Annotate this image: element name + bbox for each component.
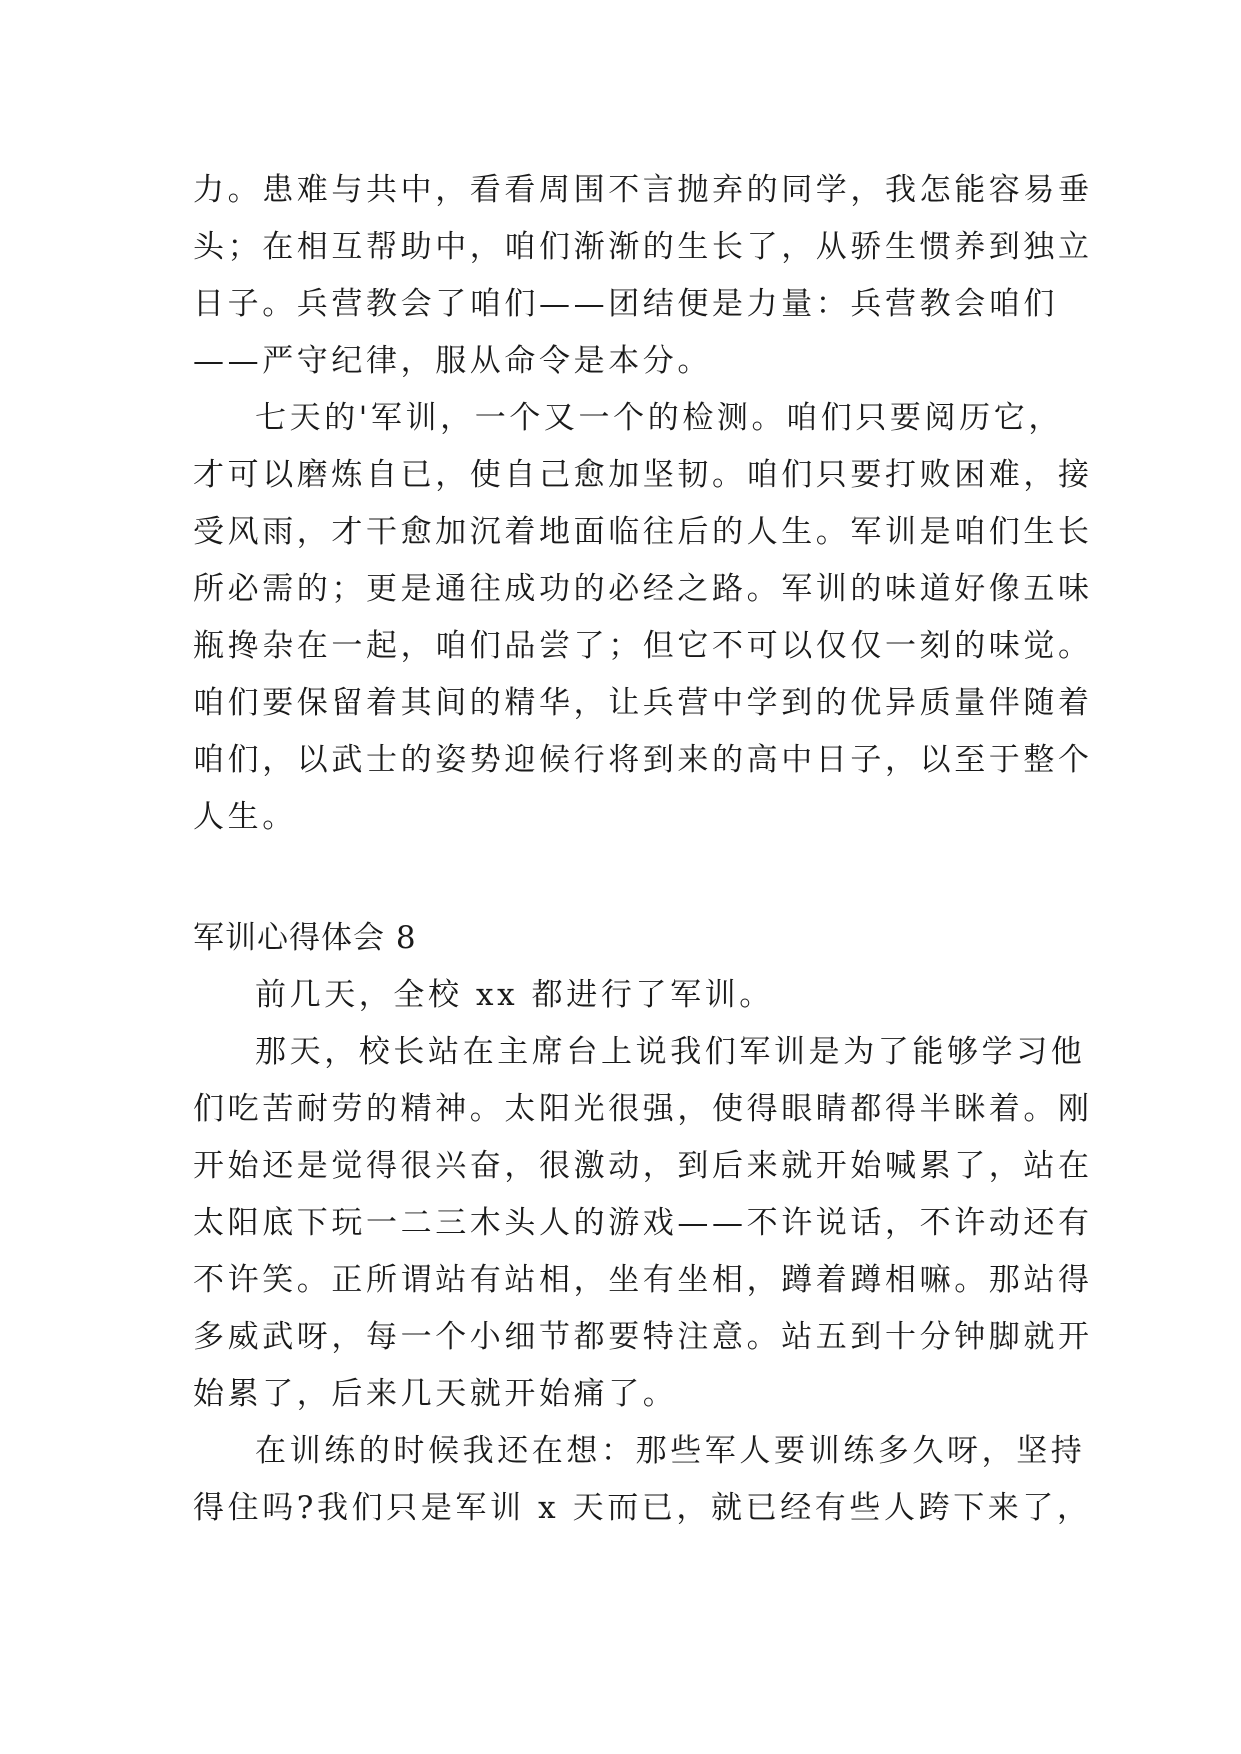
paragraph-line: 七天的'军训，一个又一个的检测。咱们只要阅历它， xyxy=(255,400,1063,436)
paragraph-line: 得住吗?我们只是军训 x 天而已，就已经有些人跨下来了， xyxy=(193,1490,1092,1526)
paragraph-line: 太阳底下玩一二三木头人的游戏——不许说话，不许动还有 xyxy=(193,1205,1093,1241)
paragraph-line: 咱们要保留着其间的精华，让兵营中学到的优异质量伴随着 xyxy=(193,685,1093,721)
section-title: 军训心得体会 8 xyxy=(193,920,417,956)
paragraph-line: 才可以磨炼自已，使自己愈加坚韧。咱们只要打败困难，接 xyxy=(193,457,1093,493)
paragraph-line: 不许笑。正所谓站有站相，坐有坐相，蹲着蹲相嘛。那站得 xyxy=(193,1262,1093,1298)
paragraph-line: ——严守纪律，服从命令是本分。 xyxy=(193,343,712,379)
paragraph-line: 多威武呀，每一个小细节都要特注意。站五到十分钟脚就开 xyxy=(193,1319,1093,1355)
paragraph-line: 始累了，后来几天就开始痛了。 xyxy=(193,1376,678,1412)
paragraph-line: 咱们，以武士的姿势迎候行将到来的高中日子，以至于整个 xyxy=(193,742,1093,778)
paragraph-line: 日子。兵营教会了咱们——团结便是力量：兵营教会咱们 xyxy=(193,286,1058,322)
paragraph-line: 力。患难与共中，看看周围不言抛弃的同学，我怎能容易垂 xyxy=(193,172,1093,208)
paragraph-line: 开始还是觉得很兴奋，很激动，到后来就开始喊累了，站在 xyxy=(193,1148,1093,1184)
paragraph-line: 瓶搀杂在一起，咱们品尝了；但它不可以仅仅一刻的味觉。 xyxy=(193,628,1093,664)
paragraph-line: 人生。 xyxy=(193,799,297,835)
paragraph-line: 受风雨，才干愈加沉着地面临往后的人生。军训是咱们生长 xyxy=(193,514,1093,550)
paragraph-line: 在训练的时候我还在想：那些军人要训练多久呀，坚持 xyxy=(255,1433,1086,1469)
paragraph-line: 头；在相互帮助中，咱们渐渐的生长了，从骄生惯养到独立 xyxy=(193,229,1093,265)
paragraph-line: 前几天，全校 xx 都进行了军训。 xyxy=(255,977,774,1013)
paragraph-line: 所必需的；更是通往成功的必经之路。军训的味道好像五味 xyxy=(193,571,1093,607)
paragraph-line: 那天，校长站在主席台上说我们军训是为了能够学习他 xyxy=(255,1034,1086,1070)
paragraph-line: 们吃苦耐劳的精神。太阳光很强，使得眼睛都得半眯着。刚 xyxy=(193,1091,1093,1127)
